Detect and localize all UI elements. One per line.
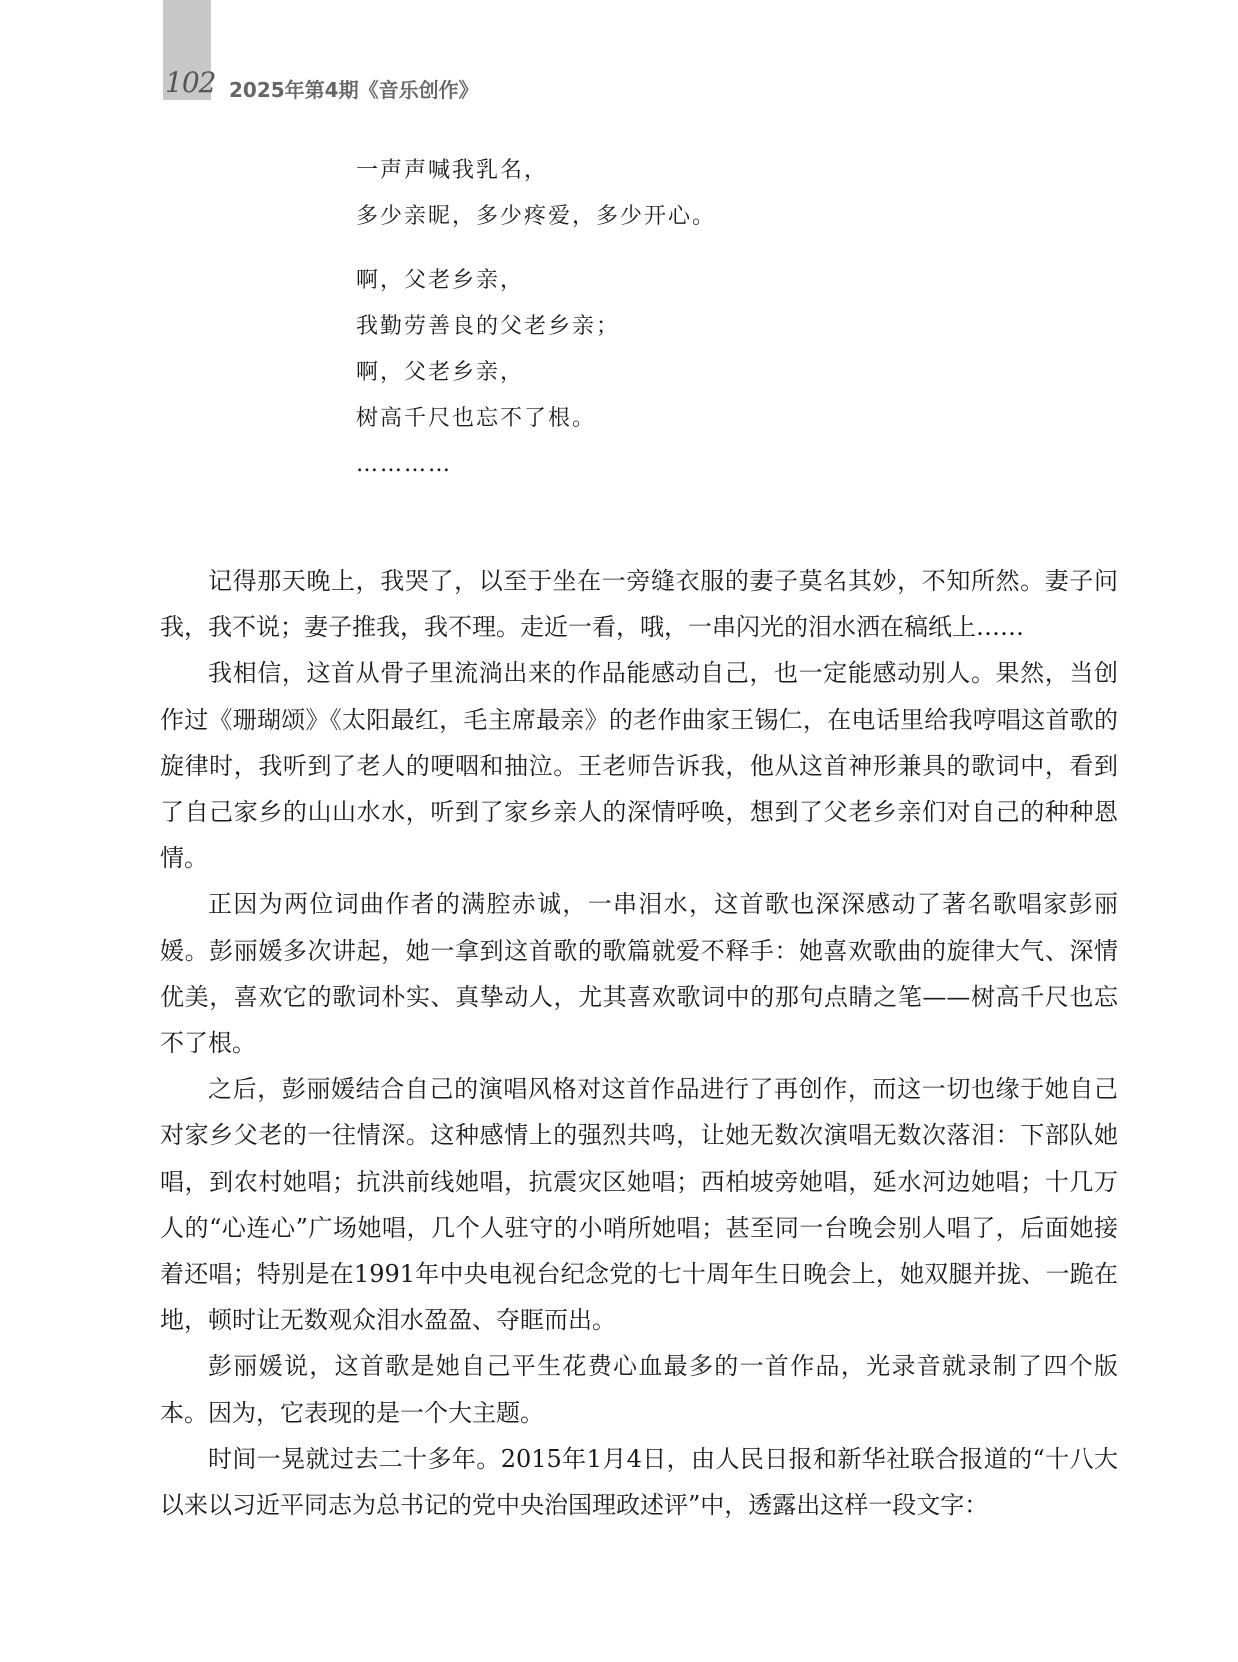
lyric-line: 啊，父老乡亲， (356, 360, 525, 385)
lyric-line: 树高千尺也忘不了根。 (356, 406, 597, 431)
lyric-line: 多少亲昵，多少疼爱，多少开心。 (356, 204, 717, 229)
stanza-gap (356, 240, 716, 258)
lyric-line: 啊，父老乡亲， (356, 268, 525, 293)
paragraph: 彭丽媛说，这首歌是她自己平生花费心血最多的一首作品，光录音就录制了四个版本。因为，它表现的是一个大主题。 (160, 1352, 1118, 1427)
paragraph: 记得那天晚上，我哭了，以至于坐在一旁缝衣服的妻子莫名其妙，不知所然。妻子问我，我不说；妻子推我，我不理。走近一看，哦，一串闪光的泪水洒在稿纸上…… (160, 567, 1118, 642)
lyric-line: 我勤劳善良的父老乡亲； (356, 314, 621, 339)
lyrics-block (356, 148, 716, 488)
paragraph: 正因为两位词曲作者的满腔赤诚，一串泪水，这首歌也深深感动了著名歌唱家彭丽媛。彭丽媛多次讲起，她一拿到这首歌的歌篇就爱不释手：她喜欢歌曲的旋律大气、深情优美，喜欢它的歌词朴实、真挚动人，尤其喜欢歌词中的那句点睛之笔——树高千尺也忘不了根。 (160, 890, 1118, 1058)
journal-title: 2025年第4期《音乐创作》 (229, 78, 479, 102)
paragraph: 时间一晃就过去二十多年。2015年1月4日，由人民日报和新华社联合报道的“十八大以来以习近平同志为总书记的党中央治国理政述评”中，透露出这样一段文字： (160, 1444, 1118, 1520)
lyric-ellipsis: ………… (356, 452, 452, 477)
article-body (160, 558, 1118, 1528)
paragraph: 之后，彭丽媛结合自己的演唱风格对这首作品进行了再创作，而这一切也缘于她自己对家乡父老的一往情深。这种感情上的强烈共鸣，让她无数次演唱无数次落泪：下部队她唱，到农村她唱；抗洪前线她唱，抗震灾区她唱；西柏坡旁她唱，延水河边她唱；十几万人的“心连心”广场她唱，几个人驻守的小哨所她唱；甚至同一台晚会别人唱了，后面她接着还唱；特别是在1991年中央电视台纪念党的七十周年生日晚会上，她双腿并拢、一跪在地，顿时让无数观众泪水盈盈、夺眶而出。 (160, 1075, 1118, 1335)
paragraph: 我相信，这首从骨子里流淌出来的作品能感动自己，也一定能感动别人。果然，当创作过《珊瑚颂》《太阳最红，毛主席最亲》的老作曲家王锡仁，在电话里给我哼唱这首歌的旋律时，我听到了老人的哽咽和抽泣。王老师告诉我，他从这首神形兼具的歌词中，看到了自己家乡的山山水水，听到了家乡亲人的深情呼唤，想到了父老乡亲们对自己的种种恩情。 (160, 659, 1118, 873)
lyric-line: 一声声喊我乳名， (356, 158, 549, 183)
page-number: 102 (165, 66, 216, 99)
